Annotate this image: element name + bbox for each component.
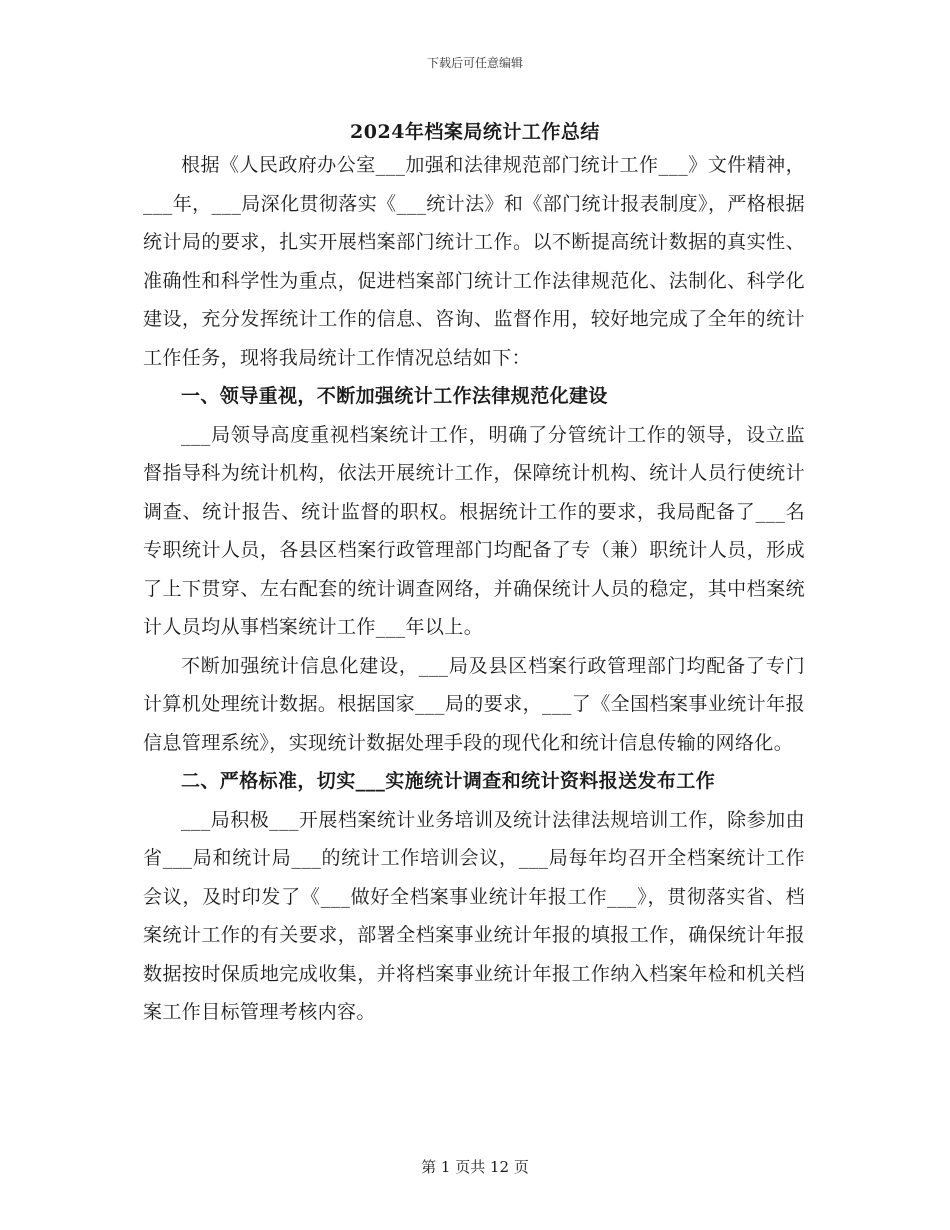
section-heading-1: 一、领导重视，不断加强统计工作法律规范化建设	[181, 385, 608, 407]
section-heading-2: 二、严格标准，切实___实施统计调查和统计资料报送发布工作	[181, 770, 716, 792]
document-body	[143, 146, 805, 1032]
section-1-paragraph-1: ___局领导高度重视档案统计工作，明确了分管统计工作的领导，设立监督指导科为统计机构，依法开展统计工作，保障统计机构、统计人员行使统计调查、统计报告、统计监督的职权。根据统计工作的要求，我局配备了___名专职统计人员，各县区档案行政管理部门均配备了专（兼）职统计人员，形成了上下贯穿、左右配套的统计调查网络，并确保统计人员的稳定，其中档案统计人员均从事档案统计工作___年以上。	[143, 423, 805, 638]
page-footer: 第 1 页共 12 页	[421, 1158, 529, 1176]
intro-paragraph: 根据《人民政府办公室___加强和法律规范部门统计工作___》文件精神，___年，___局深化贯彻落实《___统计法》和《部门统计报表制度》，严格根据统计局的要求，扎实开展档案部门统计工作。以不断提高统计数据的真实性、准确性和科学性为重点，促进档案部门统计工作法律规范化、法制化、科学化建设，充分发挥统计工作的信息、咨询、监督作用，较好地完成了全年的统计工作任务，现将我局统计工作情况总结如下：	[143, 154, 805, 369]
section-2-paragraph-1: ___局积极___开展档案统计业务培训及统计法律法规培训工作，除参加由省___局和统计局___的统计工作培训会议，___局每年均召开全档案统计工作会议，及时印发了《___做好全档案事业统计年报工作___》，贯彻落实省、档案统计工作的有关要求，部署全档案事业统计年报的填报工作，确保统计年报数据按时保质地完成收集，并将档案事业统计年报工作纳入档案年检和机关档案工作目标管理考核内容。	[143, 808, 805, 1023]
document-title: 2024年档案局统计工作总结	[350, 121, 600, 143]
section-1-paragraph-2: 不断加强统计信息化建设，___局及县区档案行政管理部门均配备了专门计算机处理统计数据。根据国家___局的要求，___了《全国档案事业统计年报信息管理系统》，实现统计数据处理手段的现代化和统计信息传输的网络化。	[143, 654, 805, 754]
header-note: 下载后可任意编辑	[426, 56, 523, 70]
